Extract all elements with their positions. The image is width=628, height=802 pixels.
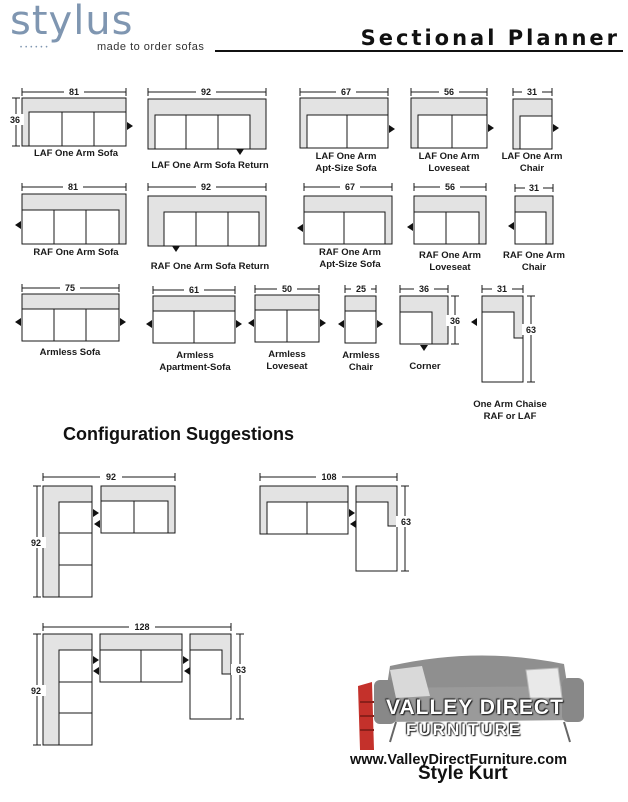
piece-raf-one-arm-chair bbox=[508, 182, 553, 244]
piece-armless-sofa bbox=[15, 282, 126, 341]
dimension-width: 108 bbox=[321, 472, 337, 482]
piece-armless-loveseat bbox=[248, 283, 326, 342]
connector-arrow-icon bbox=[172, 246, 180, 252]
dimension-width: 56 bbox=[444, 182, 456, 192]
page-title: Sectional Planner bbox=[360, 26, 620, 50]
dimension-width: 50 bbox=[281, 284, 293, 294]
connector-arrow-icon bbox=[377, 320, 383, 328]
dimension-width: 67 bbox=[344, 182, 356, 192]
connector-arrow-icon bbox=[184, 667, 190, 675]
logo-tagline: made to order sofas bbox=[97, 41, 205, 53]
caption-laf-one-arm-loveseat: LAF One Arm Loveseat bbox=[418, 151, 480, 174]
connector-arrow-icon bbox=[389, 125, 395, 133]
logo-dots: •••••• bbox=[20, 45, 51, 51]
watermark-url: www.ValleyDirectFurniture.com bbox=[350, 752, 568, 768]
dimension-depth: 63 bbox=[525, 325, 537, 335]
watermark-line1: VALLEY DIRECT bbox=[386, 696, 564, 719]
connector-arrow-icon bbox=[183, 656, 189, 664]
caption-laf-one-arm-apt-sofa: LAF One Arm Apt-Size Sofa bbox=[315, 151, 377, 174]
watermark-line2: FURNITURE bbox=[406, 720, 523, 739]
piece-raf-one-arm-sofa bbox=[15, 181, 126, 244]
caption-laf-one-arm-sofa: LAF One Arm Sofa bbox=[33, 148, 119, 159]
piece-laf-one-arm-sofa-return bbox=[148, 86, 266, 155]
dimension-depth: 36 bbox=[449, 316, 461, 326]
piece-laf-one-arm-chair bbox=[513, 86, 559, 149]
dimension-width: 31 bbox=[526, 87, 538, 97]
caption-one-arm-chaise: One Arm Chaise RAF or LAF bbox=[473, 399, 547, 422]
connector-arrow-icon bbox=[349, 509, 355, 517]
configuration-2 bbox=[260, 471, 416, 571]
connector-arrow-icon bbox=[15, 221, 21, 229]
piece-laf-one-arm-loveseat bbox=[411, 86, 494, 148]
caption-armless-sofa: Armless Sofa bbox=[39, 347, 101, 358]
connector-arrow-icon bbox=[15, 318, 21, 326]
connector-arrow-icon bbox=[94, 520, 100, 528]
dimension-depth-left: 92 bbox=[30, 686, 42, 696]
piece-one-arm-chaise bbox=[471, 283, 540, 382]
dimension-width: 61 bbox=[188, 285, 200, 295]
piece-armless-apartment-sofa bbox=[146, 284, 242, 343]
piece-laf-one-arm-sofa bbox=[6, 86, 133, 146]
dimension-width: 92 bbox=[200, 87, 212, 97]
connector-arrow-icon bbox=[320, 319, 326, 327]
caption-laf-one-arm-chair: LAF One Arm Chair bbox=[501, 151, 563, 174]
style-name: Style Kurt bbox=[418, 763, 508, 784]
dimension-width: 67 bbox=[340, 87, 352, 97]
connector-arrow-icon bbox=[248, 319, 254, 327]
piece-raf-one-arm-loveseat bbox=[407, 181, 486, 244]
configuration-1 bbox=[26, 471, 175, 597]
dimension-width: 36 bbox=[418, 284, 430, 294]
connector-arrow-icon bbox=[236, 149, 244, 155]
connector-arrow-icon bbox=[471, 318, 477, 326]
caption-armless-chair: Armless Chair bbox=[342, 350, 380, 373]
connector-arrow-icon bbox=[350, 520, 356, 528]
connector-arrow-icon bbox=[297, 224, 303, 232]
caption-raf-one-arm-loveseat: RAF One Arm Loveseat bbox=[419, 250, 481, 273]
configuration-suggestions-heading: Configuration Suggestions bbox=[63, 424, 294, 444]
caption-raf-one-arm-sofa-return: RAF One Arm Sofa Return bbox=[150, 261, 270, 272]
connector-arrow-icon bbox=[488, 124, 494, 132]
piece-armless-chair bbox=[338, 283, 383, 343]
dimension-depth: 63 bbox=[400, 517, 412, 527]
dimension-width: 92 bbox=[200, 182, 212, 192]
dimension-width: 25 bbox=[355, 284, 367, 294]
connector-arrow-icon bbox=[553, 124, 559, 132]
connector-arrow-icon bbox=[236, 320, 242, 328]
connector-arrow-icon bbox=[407, 223, 413, 231]
piece-raf-one-arm-sofa-return bbox=[148, 181, 266, 252]
caption-raf-one-arm-sofa: RAF One Arm Sofa bbox=[33, 247, 119, 258]
connector-arrow-icon bbox=[338, 320, 344, 328]
dimension-depth-right: 63 bbox=[235, 665, 247, 675]
dimension-width: 31 bbox=[496, 284, 508, 294]
dimension-width: 56 bbox=[443, 87, 455, 97]
piece-laf-one-arm-apt-sofa bbox=[300, 86, 395, 148]
caption-corner: Corner bbox=[409, 361, 441, 372]
dimension-width: 128 bbox=[134, 622, 150, 632]
caption-armless-apartment-sofa: Armless Apartment-Sofa bbox=[159, 350, 231, 373]
valley-direct-watermark bbox=[350, 612, 606, 792]
dimension-width: 81 bbox=[68, 87, 80, 97]
connector-arrow-icon bbox=[146, 320, 152, 328]
dimension-width: 31 bbox=[528, 183, 540, 193]
connector-arrow-icon bbox=[127, 122, 133, 130]
dimension-width: 92 bbox=[105, 472, 117, 482]
caption-armless-loveseat: Armless Loveseat bbox=[266, 349, 308, 372]
caption-laf-one-arm-sofa-return: LAF One Arm Sofa Return bbox=[151, 160, 269, 171]
dimension-width: 81 bbox=[67, 182, 79, 192]
connector-arrow-icon bbox=[93, 656, 99, 664]
connector-arrow-icon bbox=[420, 345, 428, 351]
dimension-depth: 36 bbox=[9, 115, 21, 125]
caption-raf-one-arm-chair: RAF One Arm Chair bbox=[503, 250, 565, 273]
dimension-depth: 92 bbox=[30, 538, 42, 548]
piece-corner bbox=[400, 283, 464, 351]
piece-raf-one-arm-apt-sofa bbox=[297, 181, 392, 244]
connector-arrow-icon bbox=[508, 222, 514, 230]
connector-arrow-icon bbox=[93, 509, 99, 517]
connector-arrow-icon bbox=[93, 667, 99, 675]
logo-wordmark: stylus bbox=[10, 0, 134, 44]
dimension-width: 75 bbox=[64, 283, 76, 293]
connector-arrow-icon bbox=[120, 318, 126, 326]
configuration-3 bbox=[26, 621, 251, 745]
caption-raf-one-arm-apt-sofa: RAF One Arm Apt-Size Sofa bbox=[319, 247, 381, 270]
